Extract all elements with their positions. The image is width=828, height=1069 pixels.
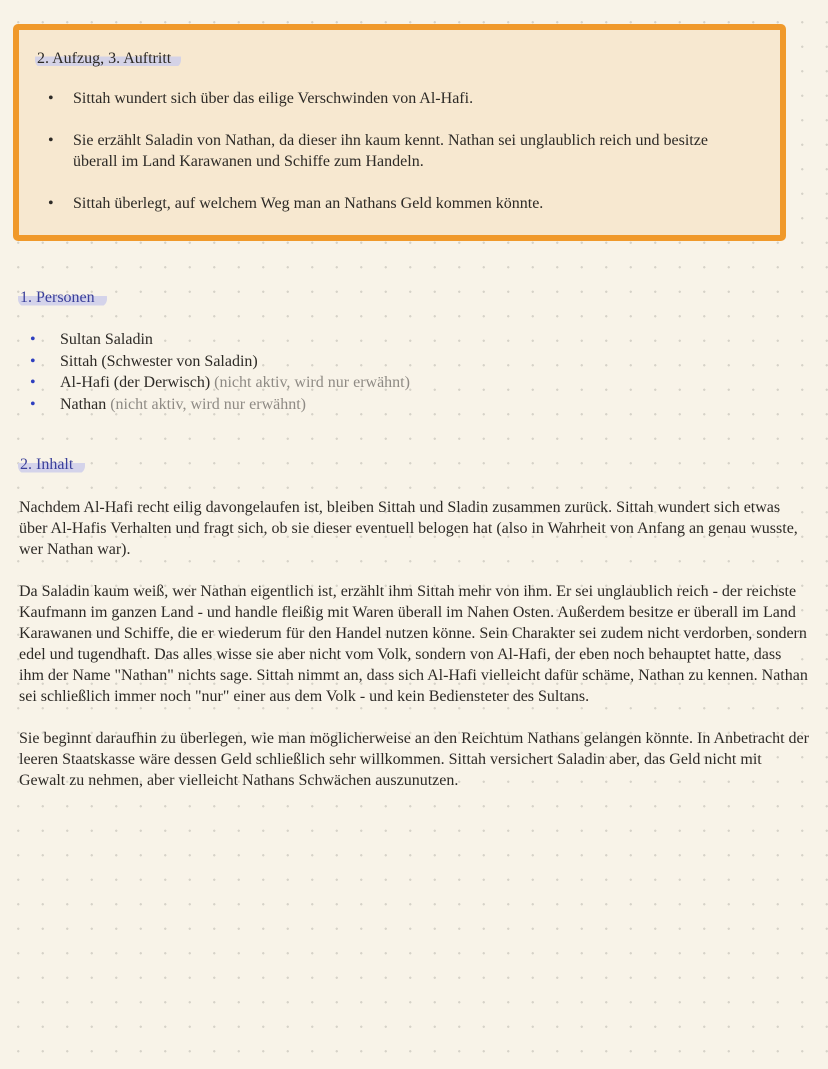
person-name: Nathan [60,395,107,413]
bullet-dot-icon: • [48,90,54,107]
person-note: (nicht aktiv, wird nur erwähnt) [110,395,306,413]
person-item [28,351,410,373]
summary-bullet [35,88,747,109]
content-body [19,497,809,812]
person-note: (nicht aktiv, wird nur erwähnt) [214,374,410,391]
person-item [28,394,410,416]
summary-bullet-text: Sittah überlegt, auf welchem Weg man an Nathans Geld kommen könnte. [73,195,544,212]
person-item [28,329,410,351]
summary-bullet [35,193,747,214]
content-paragraph: Da Saladin kaum weiß, wer Nathan eigentlich ist, erzählt ihm Sittah mehr von ihm. Er sei unglaublich reich - der reichste Kaufmann im ganzen Land - und handle fleißig mit Waren überall im Nahen Osten. Außerdem besitze er überall im Land Karawanen und Schiffe, die er wiederum für den Handel nutzen könne. Sein Charakter sei zudem nicht verdorben, sondern edel und tugendhaft. Das alles wisse sie aber nicht vom Volk, sondern von Al-Hafi, der eben noch behauptet hatte, dass ihm der Name "Nathan" nichts sage. Sittah nimmt an, dass sich Al-Hafi vielleicht dafür schäme, Nathan zu kennen. Nathan sei schließlich immer noch "nur" einer aus dem Volk - und kein Bediensteter des Sultans. [19,583,808,705]
person-item [28,372,410,394]
content-heading: 2. Inhalt [18,456,85,474]
summary-bullet [35,130,747,172]
bullet-dot-icon: • [30,395,36,413]
summary-title: 2. Aufzug, 3. Auftritt [35,50,181,68]
summary-box [13,24,786,241]
person-name: Sultan Saladin [60,331,153,348]
summary-list [35,88,747,235]
person-name: Sittah (Schwester von Saladin) [60,352,258,370]
bullet-dot-icon: • [30,374,36,391]
bullet-dot-icon: • [30,331,36,348]
content-paragraph: Sie beginnt daraufhin zu überlegen, wie man möglicherweise an den Reichtum Nathans gelangen könnte. In Anbetracht der leeren Staatskasse wäre dessen Geld schließlich sehr willkommen. Sittah versichert Saladin aber, das Geld nicht mit Gewalt zu nehmen, aber vielleicht Nathans Schwächen auszunutzen. [19,730,809,789]
bullet-dot-icon: • [48,132,54,149]
content-paragraph: Nachdem Al-Hafi recht eilig davongelaufen ist, bleiben Sittah und Sladin zusammen zurück. Sittah wundert sich etwas über Al-Hafis Verhalten und fragt sich, ob sie dieser eventuell belogen hat (also in Wahrheit von Anfang an genau wusste, wer Nathan war). [19,499,798,558]
bullet-dot-icon: • [48,195,54,212]
persons-heading: 1. Personen [18,289,107,307]
bullet-dot-icon: • [30,352,36,370]
persons-list [28,329,410,415]
person-name: Al-Hafi (der Derwisch) [60,374,211,391]
summary-bullet-text: Sie erzählt Saladin von Nathan, da dieser ihn kaum kennt. Nathan sei unglaublich reich und besitze überall im Land Karawanen und Schiffe zum Handeln. [73,132,708,170]
summary-bullet-text: Sittah wundert sich über das eilige Verschwinden von Al-Hafi. [73,90,474,107]
